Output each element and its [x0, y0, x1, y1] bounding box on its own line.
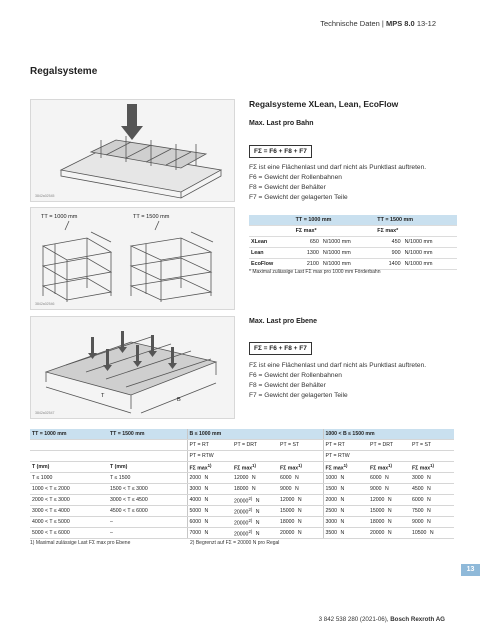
block1-formula: FΣ = F6 + F8 + F7 [249, 145, 312, 158]
table-cell: N/1000 mm [321, 259, 375, 270]
table-cell: N/1000 mm [321, 248, 375, 259]
footer-brand: Bosch Rexroth AG [390, 616, 445, 623]
table-header-cell: 1000 < B ≤ 1500 mm [323, 429, 454, 440]
unit-label: N [204, 519, 209, 525]
table-cell: N/1000 mm [403, 248, 457, 259]
table-b-footnote-1: 1) Maximal zulässige Last FΣ max pro Ebene [30, 540, 131, 546]
table-cell: 1300 [294, 248, 321, 259]
unit-label: N [297, 508, 302, 514]
unit-label: N [427, 519, 431, 525]
unit-label: N [340, 508, 345, 514]
unit-label: N [340, 475, 345, 481]
table-row [30, 473, 454, 484]
table-header-cell: T (mm) [108, 462, 187, 473]
table-row [249, 248, 457, 259]
table-cell: XLean [249, 237, 294, 248]
table-cell: Lean [249, 248, 294, 259]
unit-label: N [385, 475, 389, 481]
unit-label: N [340, 497, 345, 503]
load-per-lane-table [249, 215, 457, 270]
table-cell: 2000 [189, 475, 202, 481]
table-header-cell: PT = ST [278, 440, 323, 451]
footer-doc: 3 842 538 280 (2021-06), [318, 616, 389, 623]
table-cell: 20000 [234, 531, 249, 538]
table-cell: 650 [294, 237, 321, 248]
unit-label: N [297, 519, 302, 525]
load-per-level-body [30, 473, 454, 539]
table-cell: 7500 [412, 508, 424, 514]
table-header-cell: PT = DRT [232, 440, 278, 451]
unit-label: N [387, 497, 392, 503]
table-cell: 1400 [375, 259, 402, 270]
chapter-tab[interactable]: 13 [461, 564, 480, 576]
page-footer [319, 616, 445, 623]
dimension-t-label: T [101, 393, 105, 399]
table-header-cell: TT = 1500 mm [375, 215, 457, 226]
conveyor-illustration [31, 100, 234, 201]
fmax-label: FΣ max [412, 465, 431, 472]
unit-label: N [429, 530, 434, 536]
tt1500-label: TT = 1500 mm [133, 214, 170, 220]
block2-definitions [249, 361, 426, 401]
load-per-level-table [30, 429, 454, 539]
table-cell: 20000 [234, 509, 249, 516]
table-cell: 9000 [412, 519, 424, 525]
figure-id: 3842a02546 [35, 302, 55, 306]
definition-line: F7 = Gewicht der gelagerten Teile [249, 392, 348, 399]
table-cell: N/1000 mm [403, 259, 457, 270]
dimension-b-label: B [177, 397, 181, 403]
footnote-marker: 2) [248, 517, 253, 523]
table-header-row [249, 215, 457, 226]
block1-subtitle: Max. Last pro Bahn [249, 120, 314, 127]
tt1000-label: TT = 1000 mm [41, 214, 78, 220]
unit-label: N [297, 497, 302, 503]
table-row [249, 259, 457, 270]
table-cell: 1500 < T ≤ 3000 [110, 486, 148, 492]
figure-load-per-lane [30, 99, 235, 202]
table-cell: 15000 [370, 508, 385, 514]
figure-load-per-level [30, 316, 235, 419]
table-cell: 5000 < T ≤ 6000 [32, 530, 70, 536]
table-cell: 15000 [280, 508, 295, 514]
table-row [30, 517, 454, 528]
table-cell: 2100 [294, 259, 321, 270]
table-header-cell: PT = RT [323, 440, 368, 451]
table-header-cell: FΣ max* [294, 226, 376, 237]
definition-line: F6 = Gewicht der Rollenbahnen [249, 372, 342, 379]
table-header-cell: PT = ST [410, 440, 454, 451]
unit-label: N [295, 475, 299, 481]
table-cell: 1500 [325, 486, 338, 492]
table-row [30, 495, 454, 506]
table-header-row [30, 451, 454, 462]
table-cell: 12000 [280, 497, 295, 503]
table-cell: 450 [375, 237, 402, 248]
unit-label: N [427, 475, 431, 481]
table-cell: 2000 [325, 497, 338, 503]
table-header-cell [249, 226, 294, 237]
table-cell: 6000 [370, 475, 382, 481]
unit-label: N [340, 519, 345, 525]
table-cell: 18000 [234, 486, 249, 492]
unit-label: N [255, 520, 260, 527]
shelf-frames-illustration [31, 208, 234, 309]
table-cell: 2000 < T ≤ 3000 [32, 497, 70, 503]
table-cell: 900 [375, 248, 402, 259]
table-cell: 20000 [370, 530, 385, 536]
unit-label: N [251, 486, 256, 492]
header-product: MPS 8.0 [385, 19, 415, 28]
table-header-cell: TT = 1000 mm [30, 429, 108, 440]
header-page: 13-12 [416, 19, 436, 28]
table-row [30, 506, 454, 517]
unit-label: N [204, 508, 209, 514]
table-cell: 12000 [234, 475, 249, 481]
unit-label: N [387, 519, 392, 525]
table-cell: N/1000 mm [403, 237, 457, 248]
table-cell: 4000 < T ≤ 5000 [32, 519, 70, 525]
header-prefix: Technische Daten | [320, 19, 384, 28]
definition-line: FΣ ist eine Flächenlast und darf nicht als Punktlast auftreten. [249, 164, 427, 171]
block2-formula: FΣ = F6 + F8 + F7 [249, 342, 312, 355]
table-header-cell: TT = 1000 mm [294, 215, 376, 226]
footnote-marker: 2) [248, 528, 253, 534]
table-header-cell: TT = 1500 mm [108, 429, 187, 440]
table-b-footnote-2: 2) Begrenzt auf FΣ = 20000 N pro Regal [190, 540, 280, 546]
table-cell: 6000 [280, 475, 292, 481]
table-cell: 7000 [189, 530, 202, 536]
fmax-label: FΣ max [234, 465, 253, 472]
fmax-label: FΣ max [325, 465, 344, 472]
table-row [30, 484, 454, 495]
table-cell: 6000 [412, 497, 424, 503]
unit-label: N [427, 497, 431, 503]
unit-label: N [427, 508, 431, 514]
table-header-cell: PT = DRT [368, 440, 410, 451]
table-row [30, 528, 454, 539]
table-cell: 20000 [234, 520, 249, 527]
fmax-label: FΣ max [370, 465, 389, 472]
page-header [320, 19, 436, 28]
definition-line: F6 = Gewicht der Rollenbahnen [249, 174, 342, 181]
fmax-label: FΣ max [189, 465, 208, 472]
table-cell: 5000 [189, 508, 202, 514]
table-cell: 9000 [370, 486, 382, 492]
figure-shelf-frames [30, 207, 235, 310]
unit-label: N [251, 475, 256, 481]
figure-id: 3842a02547 [35, 411, 55, 415]
unit-label: N [204, 486, 209, 492]
table-header-cell: T (mm) [30, 462, 108, 473]
unit-label: N [427, 486, 431, 492]
definition-line: F8 = Gewicht der Behälter [249, 382, 326, 389]
table-header-cell: PT = RTW [323, 451, 368, 462]
footnote-marker: 2) [248, 506, 253, 512]
table-cell: 3000 [412, 475, 424, 481]
table-cell: 6000 [189, 519, 202, 525]
table-cell: – [110, 519, 113, 525]
section-title: Regalsysteme [30, 66, 98, 77]
table-header-cell: B ≤ 1000 mm [187, 429, 323, 440]
table-cell: T ≤ 1500 [110, 475, 131, 481]
block2-subtitle: Max. Last pro Ebene [249, 318, 318, 325]
table-header-cell: PT = RTW [187, 451, 232, 462]
definition-line: FΣ ist eine Flächenlast und darf nicht als Punktlast auftreten. [249, 362, 427, 369]
table-cell: 4000 [189, 497, 202, 503]
table-cell: EcoFlow [249, 259, 294, 270]
unit-label: N [340, 530, 345, 536]
footnote-marker: 2) [248, 495, 253, 501]
fmax-label: FΣ max [280, 465, 299, 472]
table-cell: 3000 < T ≤ 4000 [32, 508, 70, 514]
shelf-level-illustration [31, 317, 234, 418]
unit-label: N [255, 498, 260, 505]
table-cell: 1000 [325, 475, 338, 481]
table-cell: 12000 [370, 497, 385, 503]
table-header-row [249, 226, 457, 237]
unit-label: N [385, 486, 389, 492]
table-cell: 1000 < T ≤ 2000 [32, 486, 70, 492]
table-cell: 3500 [325, 530, 338, 536]
table-cell: 3000 [189, 486, 202, 492]
unit-label: N [340, 486, 345, 492]
unit-label: N [204, 497, 209, 503]
table-header-cell: PT = RT [187, 440, 232, 451]
unit-label: N [387, 508, 392, 514]
table-cell: N/1000 mm [321, 237, 375, 248]
unit-label: N [295, 486, 299, 492]
definition-line: F8 = Gewicht der Behälter [249, 184, 326, 191]
table-cell: 20000 [234, 498, 249, 505]
table-header-cell: FΣ max* [375, 226, 457, 237]
unit-label: N [387, 530, 392, 536]
table-cell: 4500 [412, 486, 424, 492]
unit-label: N [204, 475, 209, 481]
table-header-row [30, 440, 454, 451]
table-cell: 4500 < T ≤ 6000 [110, 508, 148, 514]
table-cell: – [110, 530, 113, 536]
definition-line: F7 = Gewicht der gelagerten Teile [249, 194, 348, 201]
table-header-cell [249, 215, 294, 226]
table-row [249, 237, 457, 248]
table-cell: 3000 [325, 519, 338, 525]
table-cell: 9000 [280, 486, 292, 492]
table-header-row [30, 429, 454, 440]
table-a-footnote: * Maximal zulässige Last FΣ max pro 1000 mm Förderbahn [249, 269, 381, 275]
table-cell: 18000 [370, 519, 385, 525]
unit-label: N [255, 531, 260, 538]
block1-title: Regalsysteme XLean, Lean, EcoFlow [249, 99, 399, 109]
unit-label: N [297, 530, 302, 536]
block1-definitions [249, 163, 426, 203]
figure-id: 3842a02545 [35, 194, 55, 198]
table-header-row: T (mm) T (mm) FΣ $\max^{1)}$ FΣ $\max^{1)}$ FΣ $\max^{1)}$ FΣ $\max^{1)}$ FΣ $\max^{1)}$ FΣ $\max^{1)}$ [30, 462, 454, 473]
unit-label: N [255, 509, 260, 516]
table-cell: 2500 [325, 508, 338, 514]
unit-label: N [204, 530, 209, 536]
table-cell: 20000 [280, 530, 295, 536]
table-cell: 18000 [280, 519, 295, 525]
table-cell: T ≤ 1000 [32, 475, 53, 481]
table-cell: 3000 < T ≤ 4500 [110, 497, 148, 503]
table-cell: 10500 [412, 530, 427, 536]
